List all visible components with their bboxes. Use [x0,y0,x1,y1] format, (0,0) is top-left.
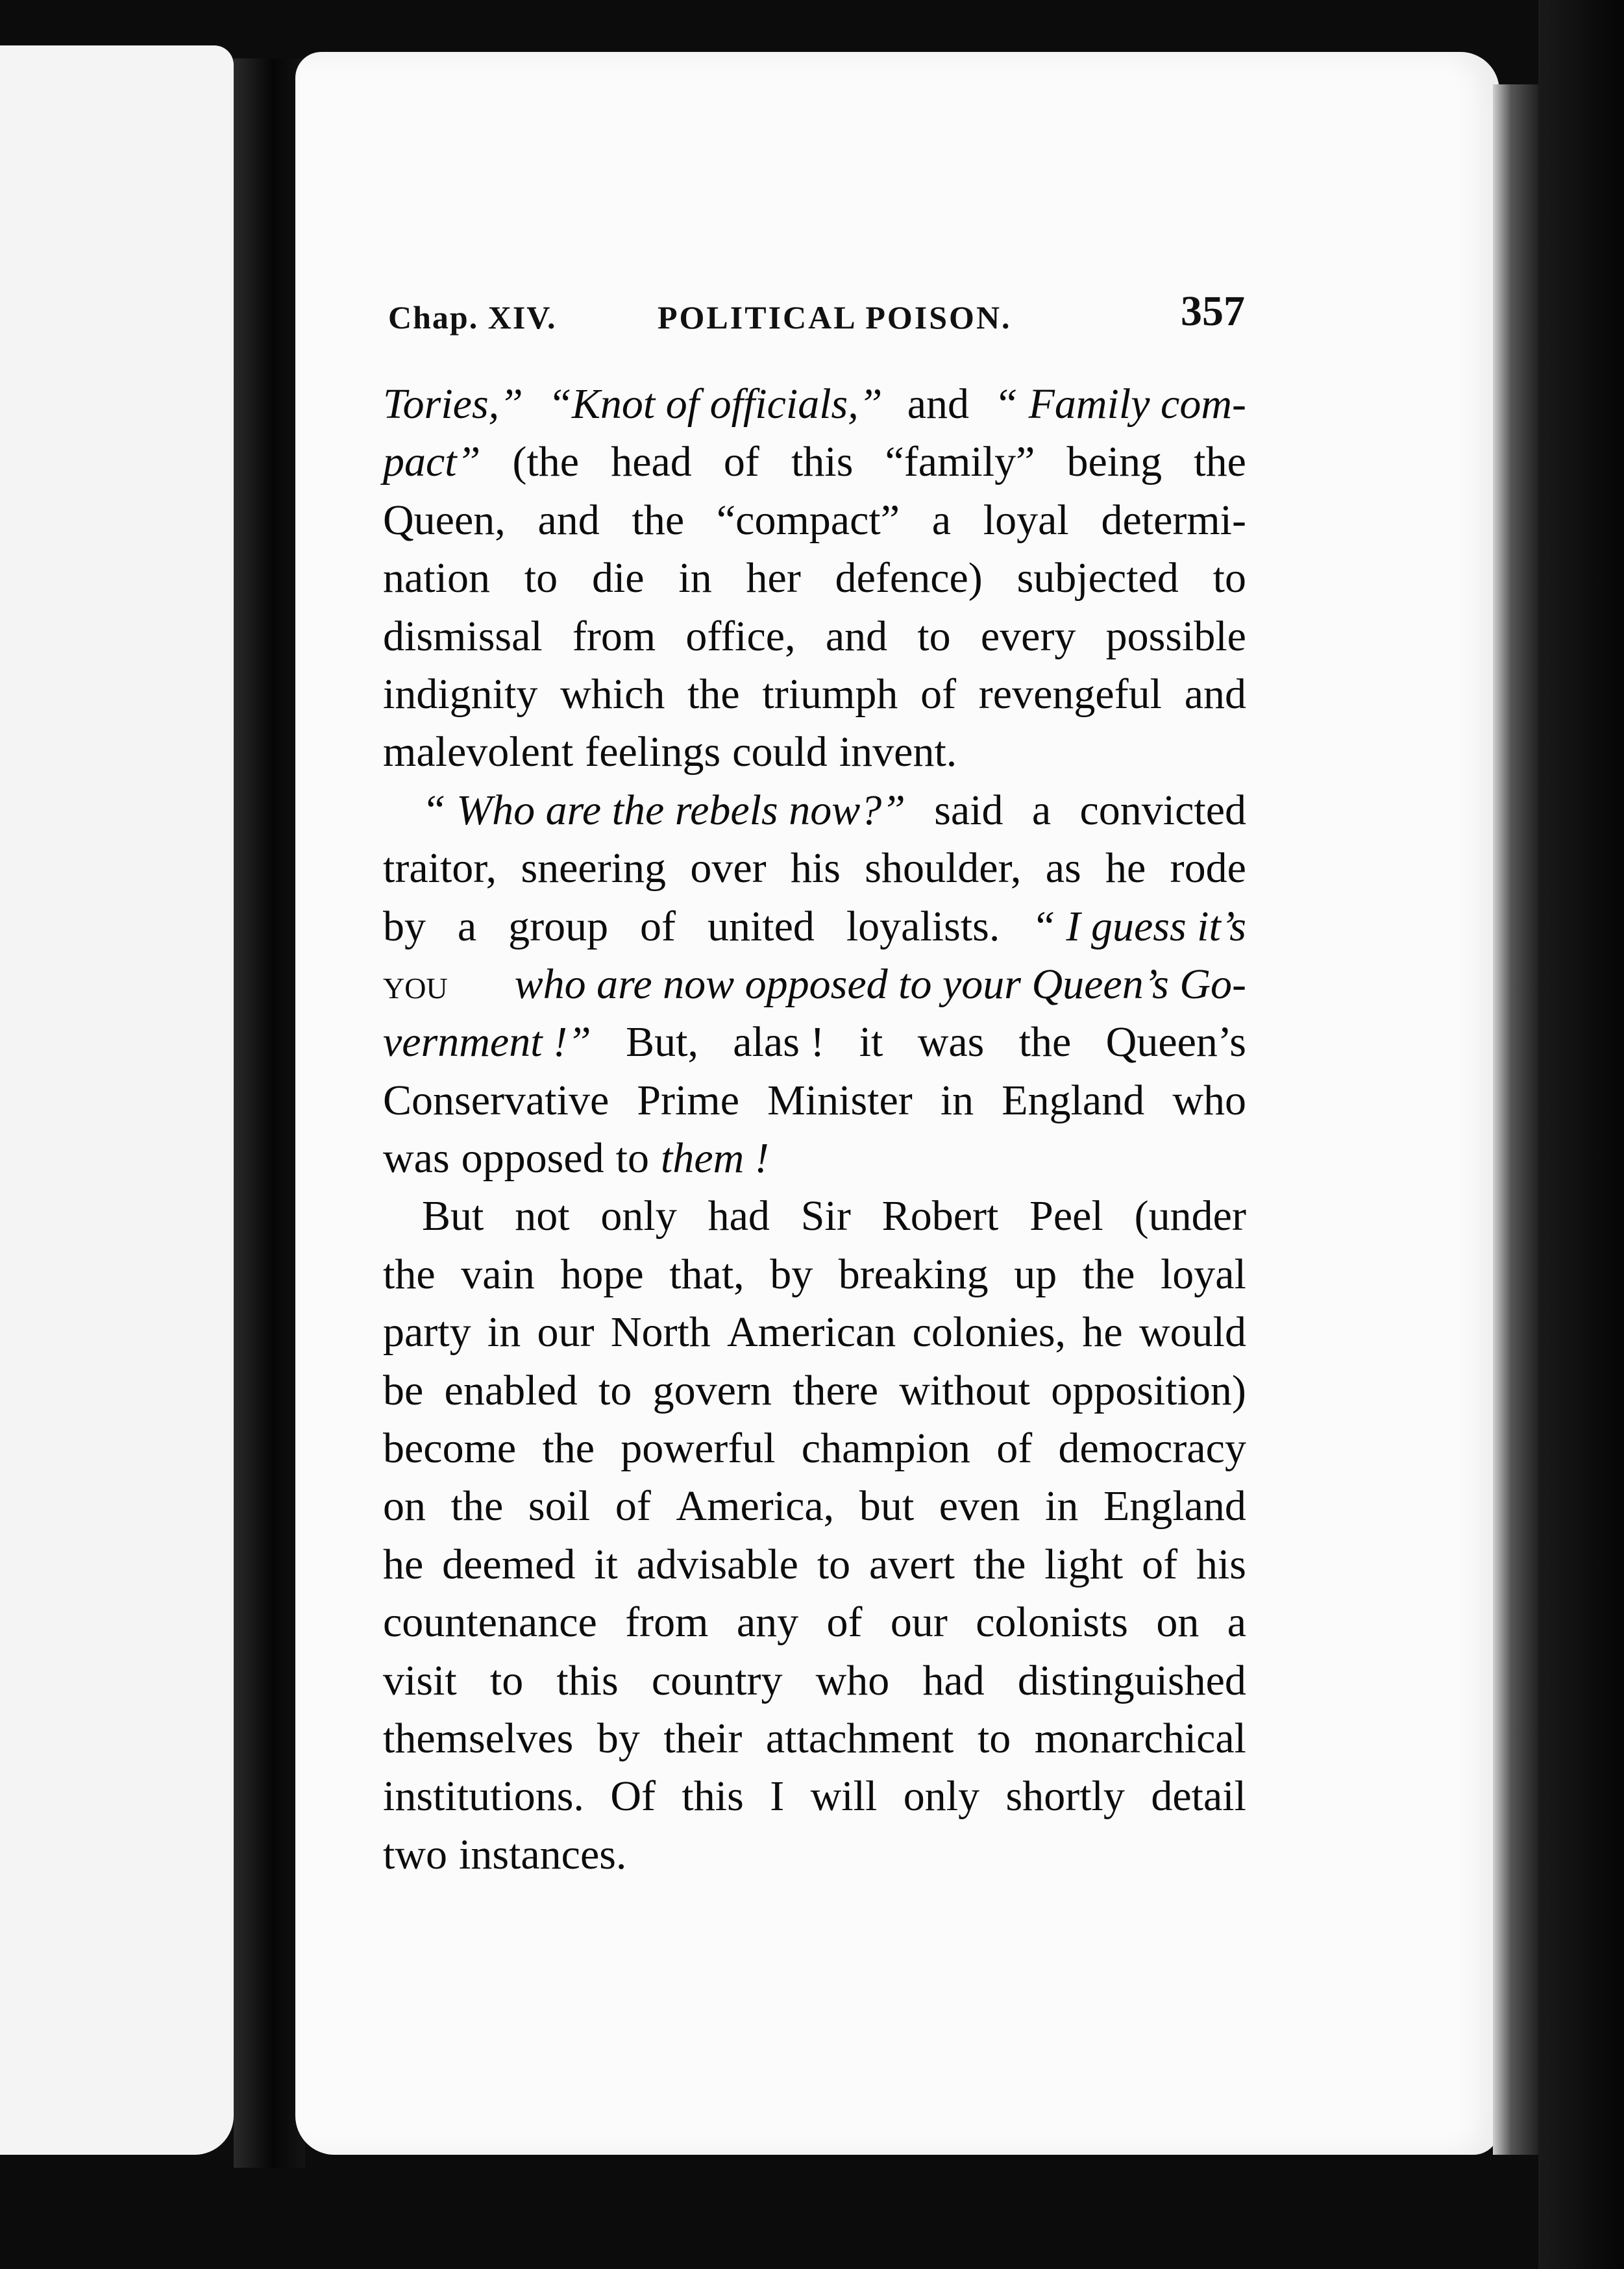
word: only [903,1772,980,1821]
word: Prime [637,1076,739,1124]
word: (under [1134,1192,1246,1240]
word: loyal [1160,1250,1246,1298]
word: it [594,1540,618,1588]
word: I [770,1772,785,1821]
word: and [907,380,970,428]
word: in [1045,1482,1079,1530]
word: Tories,” [383,380,523,428]
text-line [383,955,1246,1013]
word: the [632,496,685,544]
word: avert [869,1540,955,1588]
text-line [383,375,1246,433]
word: rode [1170,844,1246,892]
word: of [920,670,957,718]
word: die [591,554,645,602]
word: pact” [383,438,481,486]
word: to [598,1366,632,1414]
word: as [1045,844,1081,892]
text-line [383,1013,1246,1071]
word: triumph [762,670,898,718]
word: enabled [444,1366,578,1414]
word: head [611,438,692,486]
text-line [383,781,1246,839]
word: to [615,1134,649,1183]
word: united [707,902,815,950]
text-line [383,1072,1246,1129]
word: her [746,554,801,602]
word: loyalists. [846,902,1000,950]
word: hope [560,1250,644,1298]
word: opposed [461,1134,604,1183]
word: advisable [636,1540,798,1588]
word: and [1184,670,1246,718]
word: who [1172,1076,1246,1124]
word: deemed [442,1540,576,1588]
word: of [1142,1540,1178,1588]
text-line [383,1710,1246,1767]
chapter-label: Chap. XIV. [388,299,557,336]
word: revengeful [978,670,1162,718]
word: in [940,1076,974,1124]
text-line [383,1419,1246,1477]
word: you [383,960,448,1008]
word: even [939,1482,1020,1530]
word: only [600,1192,677,1240]
word: North [610,1308,711,1356]
word: to [817,1540,851,1588]
word: up [1014,1250,1057,1298]
word: American [727,1308,896,1356]
word: of [996,1425,1033,1473]
word: Queen’s [1105,1018,1246,1066]
facing-page [0,45,234,2155]
word: “ Family com- [994,380,1246,428]
text-line [383,1245,1246,1303]
word: a [1031,786,1052,834]
word: without [899,1366,1030,1414]
text-line [383,491,1246,549]
word: who are now opposed to your Queen’s Go- [514,960,1246,1008]
word: group [508,902,609,950]
word: would [1138,1308,1246,1356]
word: shoulder, [865,844,1022,892]
word: Conservative [383,1076,609,1124]
word: could [732,728,828,776]
word: a [457,902,477,950]
word: be [383,1366,424,1414]
word: colonists [976,1599,1128,1647]
word: to [524,554,558,602]
word: to [917,612,951,660]
word: but [859,1482,915,1530]
word: champion [801,1425,971,1473]
word: the [383,1250,436,1298]
word: malevolent [383,728,574,776]
word: But, [626,1018,698,1066]
word: in [678,554,712,602]
word: colonies, [912,1308,1066,1356]
word: (the [512,438,580,486]
word: nation [383,554,490,602]
running-title: POLITICAL POISON. [658,299,1012,336]
word: England [1103,1482,1246,1530]
word: the [687,670,740,718]
word: had [922,1656,985,1704]
word: a [931,496,952,544]
word: the [450,1482,504,1530]
word: office, [685,612,796,660]
word: countenance [383,1599,597,1647]
text-line [383,839,1246,897]
word: party [383,1308,471,1356]
word: that, [669,1250,744,1298]
word: who [815,1656,890,1704]
word: opposition) [1051,1366,1246,1414]
word: themselves [383,1714,574,1762]
word: detail [1151,1772,1246,1821]
word: “ Who are the rebels now?” [422,786,905,834]
word: their [663,1714,743,1762]
word: in [487,1308,521,1356]
text-line [383,433,1246,491]
word: instances. [459,1830,627,1878]
word: possible [1105,612,1246,660]
word: from [572,612,656,660]
text-line [383,607,1246,665]
word: any [736,1599,799,1647]
word: govern [652,1366,772,1414]
word: vain [461,1250,535,1298]
word: country [651,1656,783,1704]
word: from [625,1599,709,1647]
text-line [383,1593,1246,1651]
word: this [682,1772,744,1821]
word: being [1066,438,1163,486]
word: loyal [983,496,1069,544]
word: which [560,670,665,718]
text-line [383,1652,1246,1710]
body-text [383,375,1246,1883]
text-line [383,549,1246,607]
word: our [890,1599,948,1647]
word: this [556,1656,619,1704]
word: to [977,1714,1011,1762]
word: his [1196,1540,1246,1588]
word: by [383,902,426,950]
page-number: 357 [1181,288,1245,335]
word: America, [676,1482,835,1530]
word: soil [528,1482,591,1530]
word: Robert [881,1192,999,1240]
word: the [542,1425,595,1473]
word: determi- [1101,496,1246,544]
word: two [383,1830,447,1878]
word: “ I guess it’s [1031,902,1246,950]
word: of [826,1599,863,1647]
word: visit [383,1656,457,1704]
word: the [1018,1018,1072,1066]
word: convicted [1079,786,1246,834]
word: defence) [835,554,983,602]
word: the [973,1540,1026,1588]
word: his [790,844,841,892]
word: over [690,844,767,892]
word: But [422,1192,484,1240]
word: alas ! [733,1018,825,1066]
word: of [615,1482,651,1530]
word: Queen, [383,496,506,544]
word: shortly [1005,1772,1125,1821]
word: England [1002,1076,1145,1124]
word: it [859,1018,883,1066]
word: will [810,1772,878,1821]
word: institutions. [383,1772,584,1821]
word: breaking [838,1250,989,1298]
text-line [383,1826,1246,1883]
word: “Knot of officials,” [548,380,883,428]
word: “compact” [716,496,900,544]
text-line [383,1536,1246,1593]
book-cover-edge [1538,0,1624,2269]
word: of [723,438,759,486]
word: by [597,1714,640,1762]
word: traitor, [383,844,497,892]
text-line [383,1129,1246,1187]
word: by [770,1250,813,1298]
running-header [388,287,1245,352]
word: “family” [885,438,1035,486]
text-line [383,1187,1246,1245]
text-line [383,723,1246,781]
word: become [383,1425,517,1473]
word: on [1156,1599,1200,1647]
word: Of [610,1772,656,1821]
word: attachment [765,1714,954,1762]
word: he [383,1540,424,1588]
word: monarchical [1034,1714,1246,1762]
word: and [825,612,888,660]
word: Peel [1029,1192,1103,1240]
word: powerful [621,1425,776,1473]
word: had [707,1192,770,1240]
text-line [383,1767,1246,1825]
word: the [1194,438,1246,486]
word: sneering [521,844,667,892]
word: our [537,1308,595,1356]
text-line [383,665,1246,723]
word: to [1212,554,1246,602]
word: subjected [1016,554,1179,602]
word: dismissal [383,612,543,660]
word: this [791,438,854,486]
word: he [1105,844,1146,892]
word: distinguished [1017,1656,1246,1704]
word: was [917,1018,985,1066]
word: not [515,1192,570,1240]
word: every [980,612,1076,660]
word: indignity [383,670,538,718]
text-line [383,898,1246,955]
word: was [383,1134,450,1183]
text-line [383,1362,1246,1419]
word: he [1082,1308,1123,1356]
word: democracy [1058,1425,1246,1473]
text-line [383,1477,1246,1535]
word: of [640,902,676,950]
word: the [1082,1250,1135,1298]
page-edge [1493,84,1538,2155]
word: said [934,786,1003,834]
word: Minister [767,1076,913,1124]
text-line [383,1303,1246,1361]
word: to [489,1656,524,1704]
word: vernment !” [383,1018,591,1066]
word: Sir [800,1192,851,1240]
word: feelings [585,728,721,776]
word: a [1227,1599,1246,1647]
book-gutter [234,58,305,2168]
word: there [793,1366,879,1414]
word: light [1044,1540,1124,1588]
word: on [383,1482,426,1530]
word: and [537,496,600,544]
word: invent. [839,728,957,776]
word: them ! [660,1134,769,1183]
